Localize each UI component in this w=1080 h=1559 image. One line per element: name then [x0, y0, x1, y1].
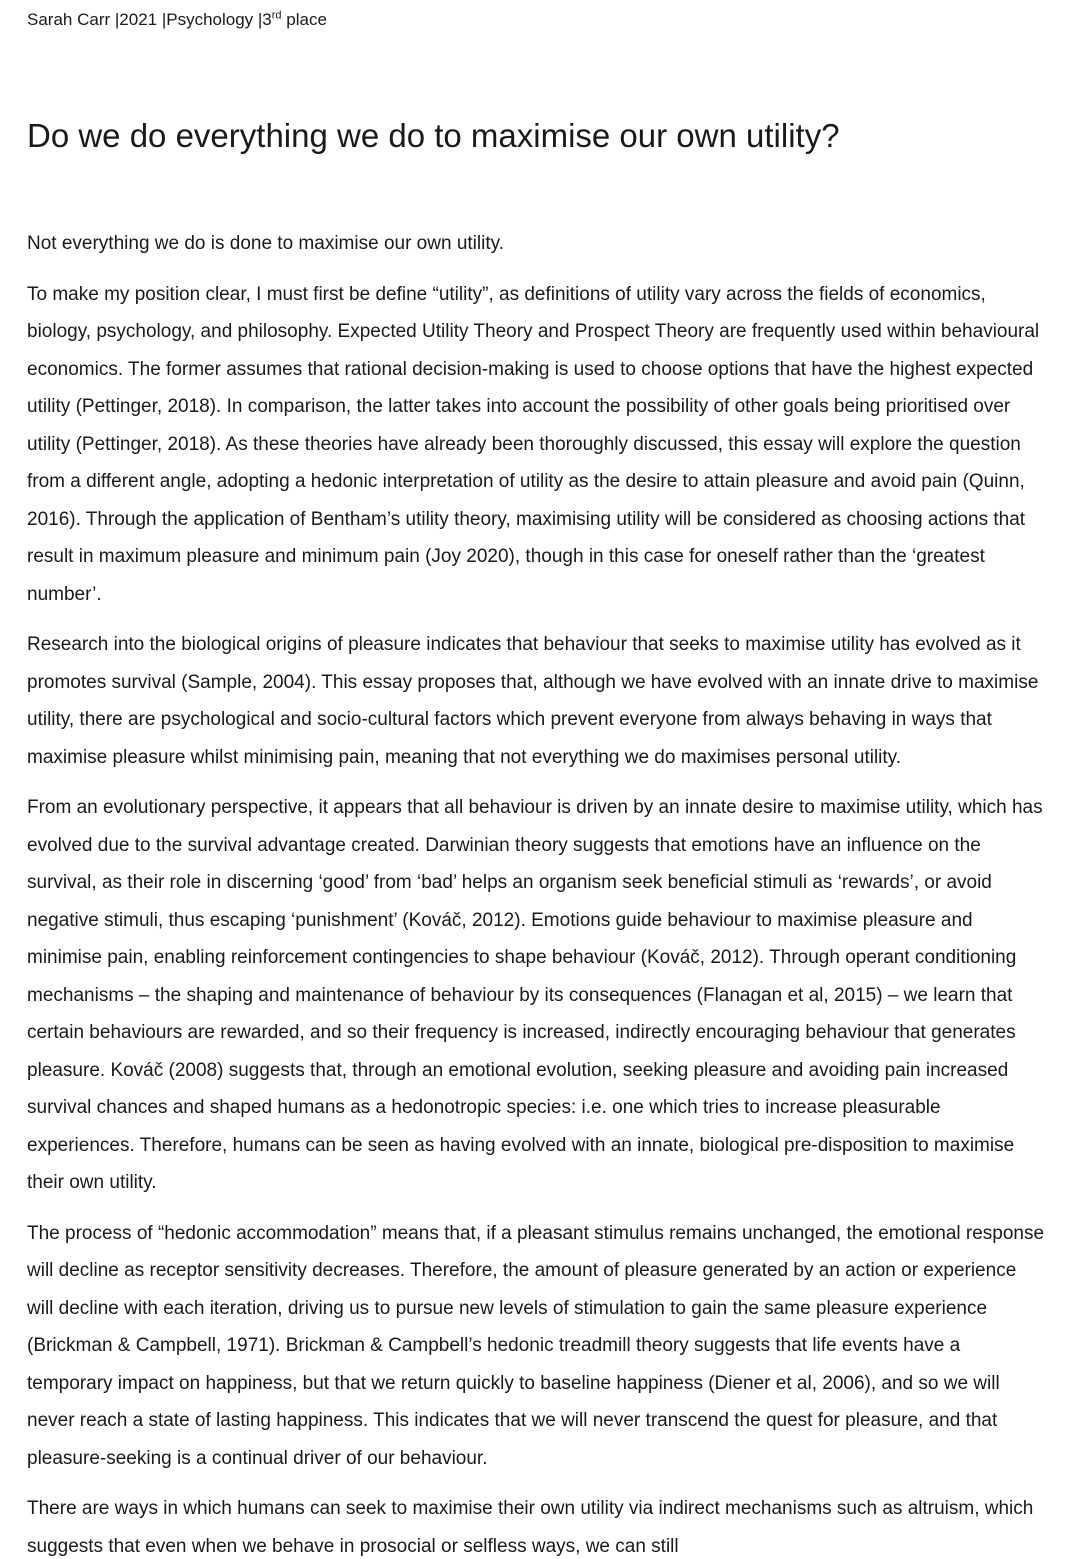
byline-text: Sarah Carr |2021 |Psychology |3	[27, 10, 272, 29]
essay-paragraph-3: Research into the biological origins of pleasure indicates that behaviour that seeks to maximise utility has evolved as it promotes survival (Sample, 2004). This essay proposes that, although we have evolved with an innate drive to maximise utility, there are psychological and socio-cultural factors which prevent everyone from always behaving in ways that maximise pleasure whilst minimising pain, meaning that not everything we do maximises personal utility.	[27, 634, 1039, 768]
essay-paragraph-1: Not everything we do is done to maximise our own utility.	[27, 233, 504, 254]
essay-title: Do we do everything we do to maximise our own utility?	[27, 117, 840, 154]
essay-body	[27, 225, 1047, 1559]
essay-paragraph-2: To make my position clear, I must first be define “utility”, as definitions of utility vary across the fields of economics, biology, psychology, and philosophy. Expected Utility Theory and Prospect Theory are frequently used within behavioural economics. The former assumes that rational decision-making is used to choose options that have the highest expected utility (Pettinger, 2018). In comparison, the latter takes into account the possibility of other goals being prioritised over utility (Pettinger, 2018). As these theories have already been thoroughly discussed, this essay will explore the question from a different angle, adopting a hedonic interpretation of utility as the desire to attain pleasure and avoid pain (Quinn, 2016). Through the application of Bentham’s utility theory, maximising utility will be considered as choosing actions that result in maximum pleasure and minimum pain (Joy 2020), though in this case for oneself rather than the ‘greatest number’.	[27, 283, 1040, 605]
byline-place-text: place	[281, 10, 327, 29]
byline-ordinal-suffix: rd	[271, 9, 282, 22]
byline	[27, 8, 1047, 31]
essay-paragraph-5: The process of “hedonic accommodation” means that, if a pleasant stimulus remains unchanged, the emotional response will decline as receptor sensitivity decreases. Therefore, the amount of pleasure generated by an action or experience will decline with each iteration, driving us to pursue new levels of stimulation to gain the same pleasure experience (Brickman & Campbell, 1971). Brickman & Campbell’s hedonic treadmill theory suggests that life events have a temporary impact on happiness, but that we return quickly to baseline happiness (Diener et al, 2006), and so we will never reach a state of lasting happiness. This indicates that we will never transcend the quest for pleasure, and that pleasure-seeking is a continual driver of our behaviour.	[27, 1222, 1045, 1469]
essay-paragraph-6: There are ways in which humans can seek to maximise their own utility via indirect mechanisms such as altruism, which suggests that even when we behave in prosocial or selfless ways, we can still	[27, 1498, 1034, 1557]
essay-paragraph-4: From an evolutionary perspective, it appears that all behaviour is driven by an innate desire to maximise utility, which has evolved due to the survival advantage created. Darwinian theory suggests that emotions have an influence on the survival, as their role in discerning ‘good’ from ‘bad’ helps an organism seek beneficial stimuli as ‘rewards’, or avoid negative stimuli, thus escaping ‘punishment’ (Kováč, 2012). Emotions guide behaviour to maximise pleasure and minimise pain, enabling reinforcement contingencies to shape behaviour (Kováč, 2012). Through operant conditioning mechanisms – the shaping and maintenance of behaviour by its consequences (Flanagan et al, 2015) – we learn that certain behaviours are rewarded, and so their frequency is increased, indirectly encouraging behaviour that generates pleasure. Kováč (2008) suggests that, through an emotional evolution, seeking pleasure and avoiding pain increased survival chances and shaped humans as a hedonotropic species: i.e. one which tries to increase pleasurable experiences. Therefore, humans can be seen as having evolved with an innate, biological pre-disposition to maximise their own utility.	[27, 797, 1043, 1193]
